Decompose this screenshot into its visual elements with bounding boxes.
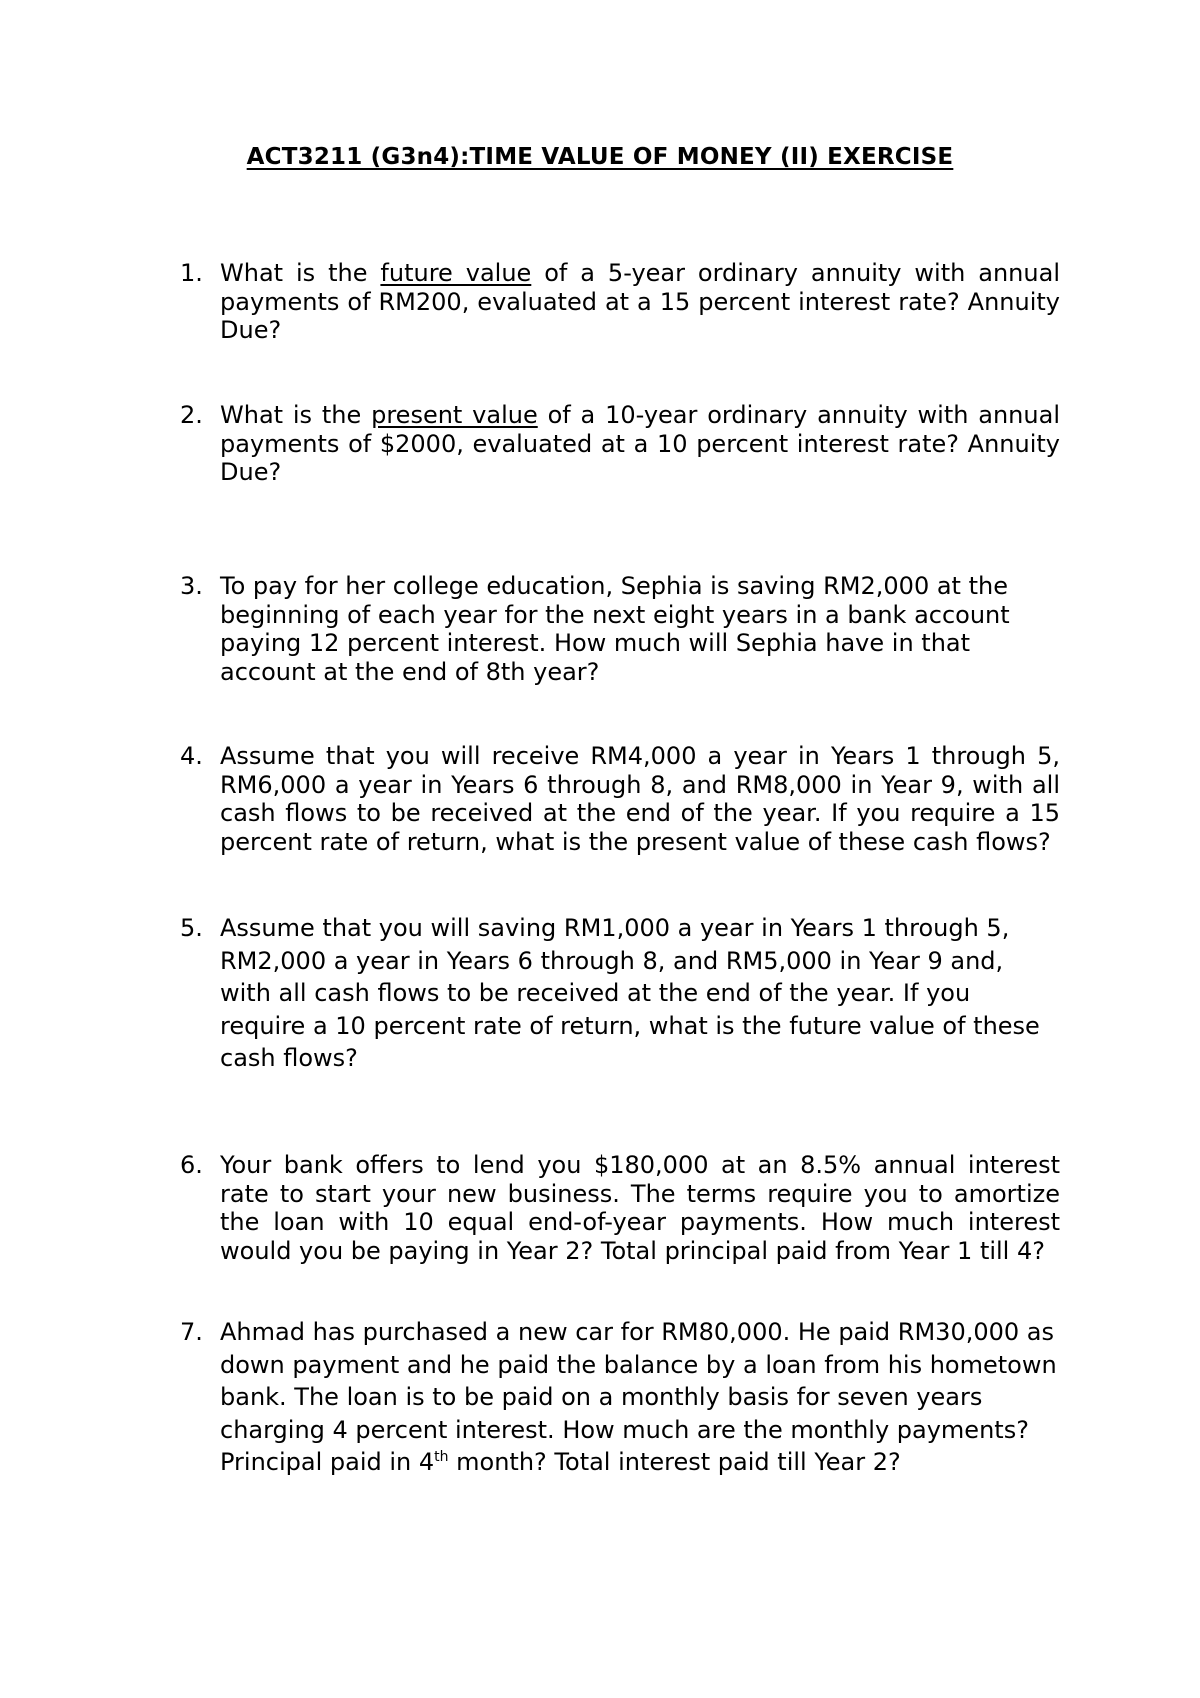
question-2 (180, 401, 1060, 487)
question-number: 5. (180, 914, 203, 942)
question-text: Assume that you will saving RM1,000 a year in Years 1 through 5, RM2,000 a year in Years 6 through 8, and RM5,000 in Year 9 and, with all cash flows to be received at the end of the year. If you require a 10 percent rate of return, what is the future value of these cash flows? (220, 914, 1040, 1072)
question-text: What is the present value of a 10-year ordinary annuity with annual payments of $2000, evaluated at a 10 percent interest rate? Annuity Due? (220, 401, 1060, 486)
ordinal-suffix: th (434, 1449, 449, 1465)
underlined-term: future value (380, 259, 532, 287)
question-text: Assume that you will receive RM4,000 a year in Years 1 through 5, RM6,000 a year in Years 6 through 8, and RM8,000 in Year 9, with all cash flows to be received at the end of the year. If you require a 15 percent rate of return, what is the present value of these cash flows? (220, 742, 1060, 856)
question-text: What is the future value of a 5-year ordinary annuity with annual payments of RM200, evaluated at a 15 percent interest rate? Annuity Due? (220, 259, 1060, 344)
question-5 (180, 912, 1060, 1075)
question-text: Ahmad has purchased a new car for RM80,000. He paid RM30,000 as down payment and he paid the balance by a loan from his hometown bank. The loan is to be paid on a monthly basis for seven years charging 4 percent interest. How much are the monthly payments? Principal paid in 4th month? Total interest paid till Year 2? (220, 1318, 1057, 1476)
question-7 (180, 1316, 1060, 1479)
question-number: 1. (180, 259, 203, 287)
question-text: Your bank offers to lend you $180,000 at an 8.5% annual interest rate to start your new business. The terms require you to amortize the loan with 10 equal end-of-year payments. How much interest would you be paying in Year 2? Total principal paid from Year 1 till 4? (220, 1151, 1060, 1265)
question-number: 6. (180, 1151, 203, 1179)
question-number: 4. (180, 742, 203, 770)
question-text: To pay for her college education, Sephia is saving RM2,000 at the beginning of each year for the next eight years in a bank account paying 12 percent interest. How much will Sephia have in that account at the end of 8th year? (220, 572, 1010, 686)
question-6 (180, 1151, 1060, 1265)
page-title: ACT3211 (G3n4):TIME VALUE OF MONEY (II) EXERCISE (246, 144, 954, 170)
question-1 (180, 259, 1060, 345)
question-3 (180, 572, 1060, 686)
question-number: 7. (180, 1318, 203, 1346)
question-number: 2. (180, 401, 203, 429)
question-number: 3. (180, 572, 203, 600)
underlined-term: present value (371, 401, 538, 429)
question-4 (180, 742, 1060, 856)
